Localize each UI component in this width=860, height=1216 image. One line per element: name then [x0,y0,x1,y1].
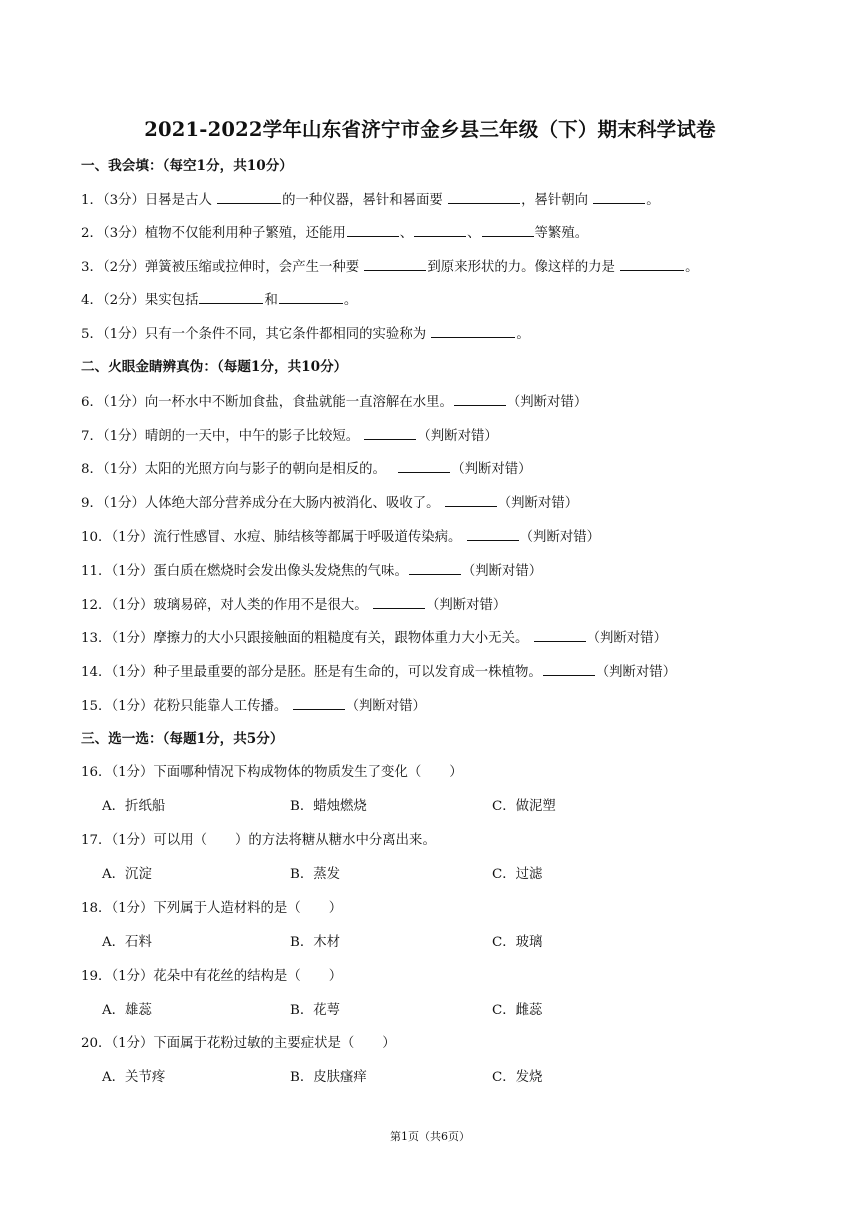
question-10 [81,527,600,547]
question-text: 向一杯水中不断加食盐，食盐就能一直溶解在水里。 [144,395,453,410]
answer-blank [398,459,450,473]
judge-hint: （判断对错） [519,530,601,545]
question-text: 、 [467,226,481,241]
question-text: 流行性感冒、水痘、肺结核等都属于呼吸道传染病。 [153,530,462,545]
page-footer: 第1页（共6页） [390,1130,470,1143]
question-13 [81,628,667,648]
question-15 [81,696,426,716]
option-a: A．石料 [102,935,152,950]
option-b: B．花萼 [290,1003,341,1018]
question-text: 等繁殖。 [534,226,589,241]
option-b: B．皮肤瘙痒 [290,1070,367,1085]
judge-hint: （判断对错） [425,598,507,613]
option-a: A．关节疼 [102,1070,166,1085]
option-c: C．玻璃 [492,935,543,950]
question-text: ） [328,901,343,916]
option-b: B．蒸发 [290,867,341,882]
option-a: A．沉淀 [102,867,152,882]
question-text: 人体绝大部分营养成分在大肠内被消化、吸收了。 [144,496,440,511]
question-number: 6．（1分） [81,395,145,410]
answer-blank [454,392,506,406]
question-12 [81,595,506,615]
answer-blank [279,290,343,304]
question-number: 18．（1分） [81,901,154,916]
question-16 [81,764,463,782]
option-c: C．做泥塑 [492,799,556,814]
question-text: 。 [343,293,358,308]
question-text: ）的方法将糖从糖水中分离出来。 [234,833,436,848]
option-c: C．雌蕊 [492,1003,543,1018]
judge-hint: （判断对错） [497,496,579,511]
question-2 [81,223,588,243]
question-text: 果实包括 [144,293,199,308]
question-number: 16．（1分） [81,765,154,780]
answer-blank [534,628,586,642]
answer-blank [364,257,426,271]
question-text: 。 [685,260,699,275]
question-text: 种子里最重要的部分是胚。胚是有生命的，可以发育成一株植物。 [153,665,542,680]
question-5 [81,324,530,344]
answer-blank [482,223,534,237]
question-text: ） [449,765,463,780]
question-number: 15．（1分） [81,699,154,714]
answer-blank [409,561,461,575]
answer-blank [620,257,684,271]
question-number: 20．（1分） [81,1036,154,1051]
judge-hint: （判断对错） [586,631,667,646]
answer-blank [199,290,263,304]
question-text: 下面属于花粉过敏的主要症状是（ [153,1036,355,1051]
question-text: 晴朗的一天中，中午的影子比较短。 [144,429,360,444]
question-text: 的一种仪器，晷针和晷面要 [282,193,443,208]
question-number: 3．（2分） [81,260,145,275]
question-number: 4．（2分） [81,293,145,308]
answer-blank [373,595,425,609]
question-text: 植物不仅能利用种子繁殖，还能用 [144,226,346,241]
question-number: 11．（1分） [81,564,154,579]
question-text: 摩擦力的大小只跟接触面的粗糙度有关，跟物体重力大小无关。 [153,631,529,646]
question-number: 14．（1分） [81,665,154,680]
question-8 [81,459,532,479]
question-text: 和 [264,293,278,308]
question-number: 1．（3分） [81,193,145,208]
question-9 [81,493,578,513]
answer-blank [593,190,645,204]
question-14 [81,662,676,682]
option-a: A．雄蕊 [102,1003,152,1018]
question-text: 。 [646,193,660,208]
question-11 [81,561,542,581]
question-number: 2．（3分） [81,226,145,241]
answer-blank [414,223,466,237]
question-number: 12．（1分） [81,598,154,613]
question-number: 5．（1分） [81,327,145,342]
question-4 [81,290,357,310]
section-heading-choice: 三、选一选：（每题1分，共5分） [81,731,284,747]
question-text: 下面哪种情况下构成物体的物质发生了变化（ [153,765,422,780]
question-6 [81,392,587,412]
question-text: 花朵中有花丝的结构是（ [153,969,301,984]
question-number: 10．（1分） [81,530,154,545]
question-18 [81,900,342,918]
question-19 [81,968,342,986]
judge-hint: （判断对错） [451,462,532,477]
question-7 [81,426,498,446]
question-number: 13．（1分） [81,631,154,646]
answer-blank [364,426,416,440]
question-text: 蛋白质在燃烧时会发出像头发烧焦的气味。 [153,564,408,579]
question-text: 玻璃易碎，对人类的作用不是很大。 [153,598,368,613]
option-b: B．蜡烛燃烧 [290,799,367,814]
question-text: 太阳的光照方向与影子的朝向是相反的。 [144,462,386,477]
answer-blank [217,190,281,204]
question-text: 到原来形状的力。像这样的力是 [427,260,615,275]
section-heading-judge: 二、火眼金睛辨真伪：（每题1分，共10分） [81,359,348,375]
answer-blank [448,190,520,204]
question-text: 可以用（ [153,833,207,848]
question-20 [81,1035,396,1053]
question-text: 、 [399,226,414,241]
question-text: 。 [516,327,530,342]
question-text: 下列属于人造材料的是（ [153,901,301,916]
question-1 [81,190,660,210]
option-c: C．发烧 [492,1070,543,1085]
question-text: ） [328,969,343,984]
judge-hint: （判断对错） [417,429,498,444]
judge-hint: （判断对错） [595,665,677,680]
question-number: 7．（1分） [81,429,145,444]
option-c: C．过滤 [492,867,543,882]
question-17 [81,832,436,850]
question-text: 只有一个条件不同，其它条件都相同的实验称为 [144,327,427,342]
question-number: 8．（1分） [81,462,145,477]
answer-blank [445,493,497,507]
question-text: 弹簧被压缩或拉伸时，会产生一种要 [144,260,360,275]
answer-blank [293,696,345,710]
answer-blank [431,324,515,338]
judge-hint: （判断对错） [461,564,543,579]
page-title: 2021-2022学年山东省济宁市金乡县三年级（下）期末科学试卷 [144,118,716,141]
judge-hint: （判断对错） [506,395,588,410]
question-number: 19．（1分） [81,969,154,984]
answer-blank [347,223,399,237]
question-text: ） [382,1036,396,1051]
question-text: 日晷是古人 [144,193,212,208]
question-text: ，晷针朝向 [521,193,589,208]
question-text: 花粉只能靠人工传播。 [153,699,288,714]
answer-blank [543,662,595,676]
question-3 [81,257,699,277]
section-heading-fill: 一、我会填：（每空1分，共10分） [81,158,293,174]
option-b: B．木材 [290,935,341,950]
option-a: A．折纸船 [102,799,166,814]
judge-hint: （判断对错） [345,699,426,714]
question-number: 9．（1分） [81,496,145,511]
question-number: 17．（1分） [81,833,154,848]
answer-blank [467,527,519,541]
